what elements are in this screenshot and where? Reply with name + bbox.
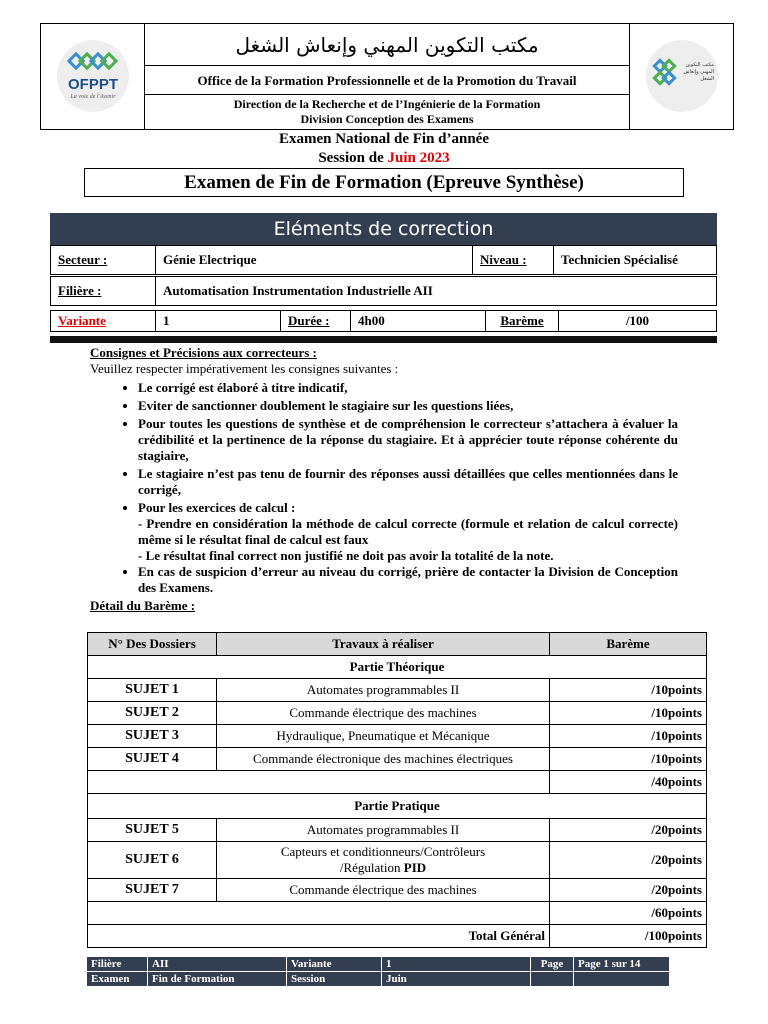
theorique-total-row <box>88 771 707 794</box>
footer-page-value: Page 1 sur 14 <box>574 957 670 972</box>
sujet-label: SUJET 4 <box>88 748 217 771</box>
ofppt-logo <box>57 40 129 112</box>
table-row <box>88 679 707 702</box>
sujet-task: Commande électrique des machines <box>217 879 550 902</box>
variante-label: Variante <box>51 311 156 332</box>
consigne-item: • Le stagiaire n’est pas tenu de fournir des réponses aussi détaillées que celles mentionnées dans le corrigé, <box>138 466 678 498</box>
table-row <box>88 702 707 725</box>
sujet-points: /20points <box>550 879 707 902</box>
consignes-intro: Veuillez respecter impérativement les consignes suivantes : <box>90 361 399 376</box>
header-bareme: Barème <box>550 633 707 656</box>
sujet-task: Automates programmables II <box>217 679 550 702</box>
secteur-value: Génie Electrique <box>156 246 473 275</box>
table-row <box>88 819 707 842</box>
footer-filiere-value: AII <box>148 957 287 972</box>
general-total-row <box>88 925 707 948</box>
sujet-label: SUJET 7 <box>88 879 217 902</box>
footer-session-label: Session <box>287 972 382 987</box>
session-heading <box>0 149 768 167</box>
ofppt-logo-cell <box>41 24 145 129</box>
table-row <box>88 842 707 879</box>
duree-value: 4h00 <box>351 311 486 332</box>
sujet-task-line-2-text: /Régulation <box>339 860 404 875</box>
table-row <box>88 879 707 902</box>
sujet-points: /10points <box>550 679 707 702</box>
filiere-value: Automatisation Instrumentation Industrielle AII <box>156 277 717 306</box>
sujet-task: Commande électrique des machines <box>217 702 550 725</box>
niveau-value: Technicien Spécialisé <box>554 246 717 275</box>
general-total-label: Total Général <box>88 925 550 948</box>
sujet-points: /10points <box>550 702 707 725</box>
sujet-label: SUJET 3 <box>88 725 217 748</box>
secteur-label: Secteur : <box>51 246 156 275</box>
sujet-label: SUJET 2 <box>88 702 217 725</box>
info-table-row-1 <box>50 245 717 275</box>
arabic-title: مكتب التكوين المهني وإنعاش الشغل <box>145 24 629 66</box>
header-travaux: Travaux à réaliser <box>217 633 550 656</box>
table-row <box>88 748 707 771</box>
sujet-task <box>217 842 550 879</box>
table-row <box>88 725 707 748</box>
calc-line-1: - Prendre en considération la méthode de calcul correcte (formule et relation de calcul correcte) même si le résultat final de calcul est faux <box>138 516 678 547</box>
sujet-label: SUJET 1 <box>88 679 217 702</box>
general-total: /100points <box>550 925 707 948</box>
bareme-table <box>87 632 707 948</box>
sujet-task-line-2 <box>221 860 545 876</box>
sujet-points: /20points <box>550 842 707 879</box>
session-label: Session de <box>318 150 388 166</box>
footer-examen-value: Fin de Formation <box>148 972 287 987</box>
sujet-task-pid: PID <box>403 860 427 875</box>
sujet-task-line-1: Capteurs et conditionneurs/Contrôleurs <box>280 844 486 859</box>
footer-examen-label: Examen <box>87 972 148 987</box>
sujet-label: SUJET 6 <box>88 842 217 879</box>
consigne-item: • Le corrigé est élaboré à titre indicatif, <box>138 380 678 396</box>
partie-theorique-label: Partie Théorique <box>88 656 707 679</box>
footer-variante-label: Variante <box>287 957 382 972</box>
consigne-item: • En cas de suspicion d’erreur au niveau du corrigé, prière de contacter la Division de Conception des Examens. <box>138 564 678 596</box>
exam-title: Examen de Fin de Formation (Epreuve Synthèse) <box>84 168 684 197</box>
session-value: Juin 2023 <box>387 150 450 166</box>
section-divider <box>50 336 717 343</box>
calc-line-2: - Le résultat final correct non justifié ne doit pas avoir la totalité de la note. <box>138 548 554 563</box>
exam-national-heading: Examen National de Fin d’année <box>278 131 489 147</box>
footer-filiere-label: Filière <box>87 957 148 972</box>
sujet-points: /10points <box>550 725 707 748</box>
sujet-label: SUJET 5 <box>88 819 217 842</box>
pratique-total: /60points <box>550 902 707 925</box>
header-dossiers: N° Des Dossiers <box>88 633 217 656</box>
partie-pratique-label: Partie Pratique <box>88 794 707 819</box>
correction-banner: Eléments de correction <box>50 213 717 245</box>
duree-label: Durée : <box>281 311 351 332</box>
ofppt-logo-text: OFPPT <box>67 76 118 93</box>
ofppt-arabic-logo-cell <box>629 24 733 129</box>
filiere-label: Filière : <box>51 277 156 306</box>
pratique-total-row <box>88 902 707 925</box>
bareme-value: /100 <box>559 311 717 332</box>
info-table-row-3 <box>50 310 717 332</box>
ofppt-arabic-logo <box>646 40 718 112</box>
instructions-section <box>90 345 678 614</box>
bareme-header-row <box>88 633 707 656</box>
consigne-item: • Eviter de sanctionner doublement le stagiaire sur les questions liées, <box>138 398 678 414</box>
page-footer <box>86 956 670 987</box>
niveau-label: Niveau : <box>473 246 554 275</box>
consignes-heading: Consignes et Précisions aux correcteurs : <box>90 345 317 360</box>
theorique-total: /40points <box>550 771 707 794</box>
sujet-task: Hydraulique, Pneumatique et Mécanique <box>217 725 550 748</box>
consignes-list <box>90 380 678 596</box>
footer-session-value: Juin <box>382 972 531 987</box>
variante-value: 1 <box>156 311 281 332</box>
footer-page-label: Page <box>531 957 574 972</box>
direction-name: Direction de la Recherche et de l’Ingénierie de la Formation <box>233 97 541 111</box>
sujet-task: Automates programmables II <box>217 819 550 842</box>
consigne-item-calcul <box>138 500 678 564</box>
header-block <box>40 23 734 130</box>
sujet-points: /10points <box>550 748 707 771</box>
info-table-row-2 <box>50 276 717 306</box>
ofppt-logo-tagline: La voie de l'Avenir <box>70 94 116 100</box>
sujet-task: Commande électronique des machines électriques <box>217 748 550 771</box>
division-name: Division Conception des Examens <box>300 112 474 126</box>
sujet-points: /20points <box>550 819 707 842</box>
footer-variante-value: 1 <box>382 957 531 972</box>
consigne-item: • Pour toutes les questions de synthèse et de compréhension le correcteur s’attachera à évaluer la crédibilité et la pertinence de la réponse du stagiaire. Et à apprécier toute réponse cohérente du stagiaire, <box>138 416 678 464</box>
detail-bareme-heading: Détail du Barème : <box>90 598 196 613</box>
bareme-label: Barème <box>486 311 559 332</box>
office-name: Office de la Formation Professionnelle et de la Promotion du Travail <box>145 66 629 95</box>
calc-intro: • Pour les exercices de calcul : <box>138 500 296 515</box>
ofppt-arabic-logo-text: مكتب التكوين المهني وإنعاش الشغل <box>683 62 714 82</box>
